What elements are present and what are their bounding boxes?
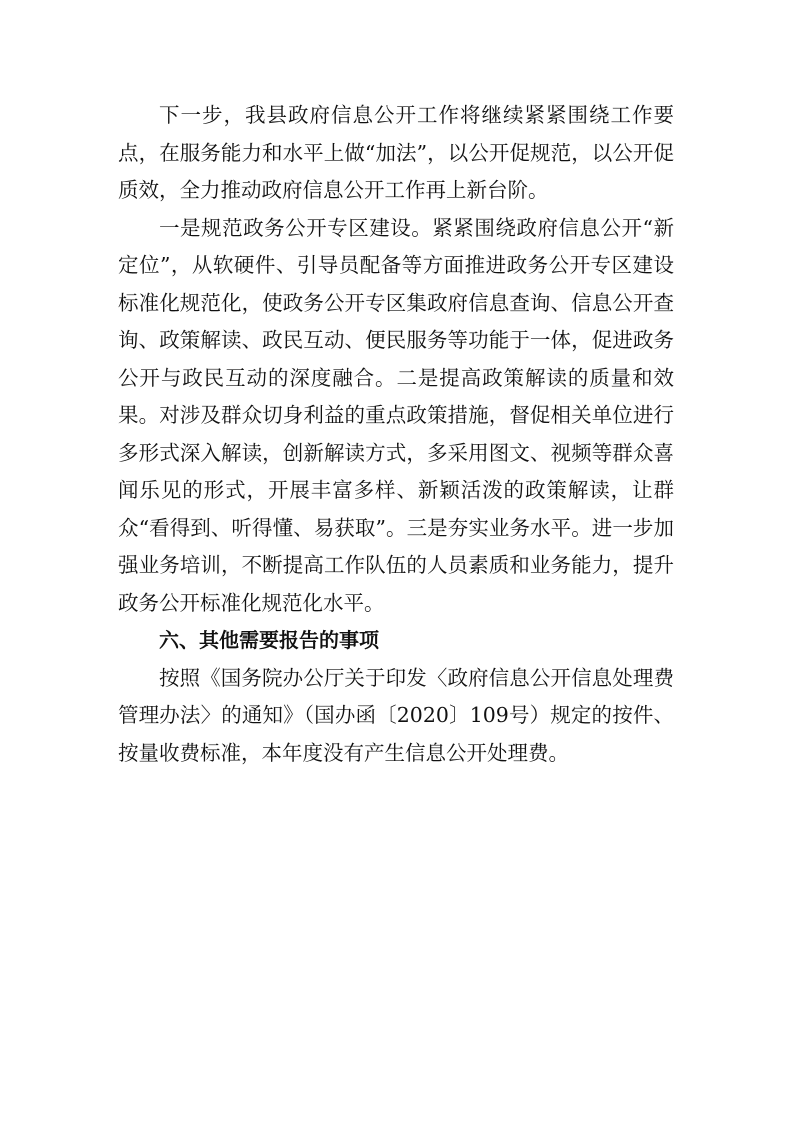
paragraph-next-steps: 下一步，我县政府信息公开工作将继续紧紧围绕工作要点，在服务能力和水平上做“加法”，以公开促规范，以公开促质效，全力推动政府信息公开工作再上新台阶。 [118, 103, 674, 202]
paragraph-fees: 按照《国务院办公厅关于印发〈政府信息公开信息处理费管理办法〉的通知》（国办函〔2020〕109号）规定的按件、按量收费标准，本年度没有产生信息公开处理费。 [118, 665, 674, 765]
paragraph-measures: 一是规范政务公开专区建设。紧紧围绕政府信息公开“新定位”，从软硬件、引导员配备等方面推进政务公开专区建设标准化规范化，使政务公开专区集政府信息查询、信息公开查询、政策解读、政民互动、便民服务等功能于一体，促进政务公开与政民互动的深度融合。二是提高政策解读的质量和效果。对涉及群众切身利益的重点政策措施，督促相关单位进行多形式深入解读，创新解读方式，多采用图文、视频等群众喜闻乐见的形式，开展丰富多样、新颖活泼的政策解读，让群众“看得到、听得懂、易获取”。三是夯实业务水平。进一步加强业务培训，不断提高工作队伍的人员素质和业务能力，提升政务公开标准化规范化水平。 [118, 215, 674, 615]
document-body [118, 97, 674, 772]
section-heading: 六、其他需要报告的事项 [159, 628, 379, 652]
